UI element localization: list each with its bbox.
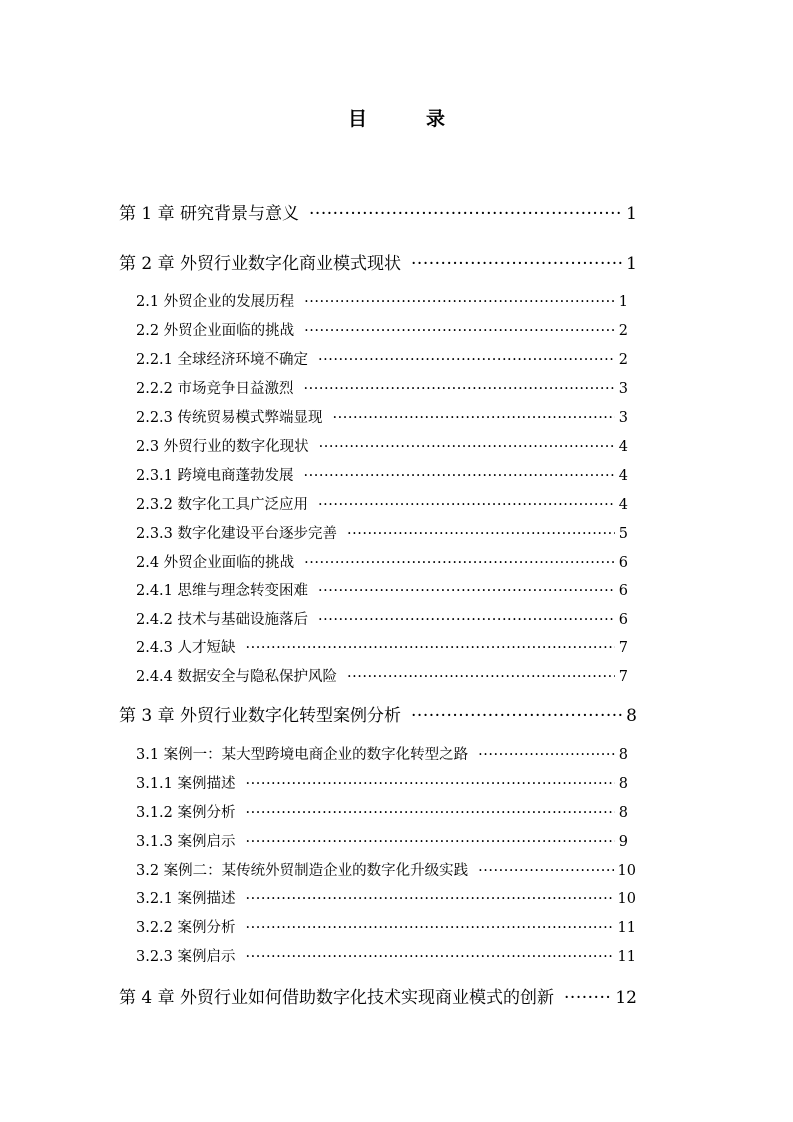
toc-entry-page: 11 [617, 949, 636, 965]
toc-entry-page: 4 [618, 468, 628, 484]
toc-entry-page: 3 [618, 381, 628, 397]
dot-leader [246, 949, 614, 965]
dot-leader [246, 920, 614, 936]
toc-entry-page: 3 [618, 410, 628, 426]
toc-entry-3-1-1[interactable] [136, 772, 628, 793]
toc-entry-label: 2.4 外贸企业面临的挑战 [136, 555, 295, 571]
toc-entry-3-2-3[interactable] [136, 945, 636, 966]
toc-entry-page: 8 [618, 776, 628, 792]
toc-entry-chapter-3[interactable] [119, 701, 637, 726]
toc-entry-label: 2.4.2 技术与基础设施落后 [136, 612, 309, 628]
dot-leader [564, 988, 611, 1008]
toc-entry-3-1-3[interactable] [136, 830, 628, 851]
dot-leader [246, 834, 615, 850]
toc-entry-page: 6 [618, 555, 628, 571]
dot-leader [478, 863, 613, 879]
dot-leader [246, 776, 615, 792]
toc-entry-2-3-2[interactable] [136, 493, 628, 514]
toc-entry-label: 2.2.2 市场竞争日益激烈 [136, 381, 294, 397]
toc-entry-2-3[interactable] [136, 435, 628, 456]
toc-entry-2-4-1[interactable] [136, 579, 628, 600]
toc-entry-page: 8 [618, 747, 628, 763]
toc-entry-label: 第 3 章 外贸行业数字化转型案例分析 [119, 706, 402, 726]
dot-leader [304, 468, 615, 484]
toc-entry-page: 7 [618, 669, 628, 685]
toc-entry-page: 11 [617, 920, 636, 936]
toc-entry-page: 6 [618, 612, 628, 628]
toc-entry-label: 3.1.1 案例描述 [136, 776, 236, 792]
toc-entry-2-2[interactable] [136, 319, 628, 340]
dot-leader [319, 439, 615, 455]
toc-entry-label: 第 4 章 外贸行业如何借助数字化技术实现商业模式的创新 [119, 988, 555, 1008]
toc-entry-2-2-3[interactable] [136, 406, 628, 427]
dot-leader [347, 526, 615, 542]
toc-entry-page: 1 [626, 204, 637, 224]
dot-leader [304, 381, 615, 397]
toc-title: 目 录 [347, 108, 465, 130]
toc-entry-2-2-1[interactable] [136, 348, 628, 369]
toc-entry-page: 10 [617, 891, 636, 907]
toc-entry-page: 10 [617, 863, 636, 879]
toc-entry-label: 3.1.2 案例分析 [136, 805, 236, 821]
toc-entry-chapter-1[interactable] [119, 199, 637, 224]
toc-entry-page: 4 [618, 497, 628, 513]
toc-entry-page: 2 [618, 352, 628, 368]
toc-entry-page: 2 [618, 323, 628, 339]
toc-entry-page: 12 [615, 988, 637, 1008]
toc-entry-chapter-2[interactable] [119, 249, 637, 274]
dot-leader [246, 891, 614, 907]
toc-entry-label: 2.3.2 数字化工具广泛应用 [136, 497, 309, 513]
dot-leader [304, 555, 615, 571]
dot-leader [318, 583, 615, 599]
dot-leader [347, 669, 615, 685]
toc-entry-page: 9 [618, 834, 628, 850]
dot-leader [411, 254, 622, 274]
toc-entry-2-1[interactable] [136, 290, 628, 311]
dot-leader [478, 747, 615, 763]
toc-entry-label: 2.3 外贸行业的数字化现状 [136, 439, 309, 455]
toc-entry-page: 6 [618, 583, 628, 599]
toc-entry-chapter-4[interactable] [119, 983, 637, 1008]
toc-entry-label: 2.2.1 全球经济环境不确定 [136, 352, 309, 368]
toc-entry-2-4-3[interactable] [136, 636, 628, 657]
toc-entry-label: 第 1 章 研究背景与意义 [119, 204, 300, 224]
toc-entry-3-2[interactable] [136, 859, 636, 880]
toc-entry-page: 5 [618, 526, 628, 542]
toc-entry-2-3-1[interactable] [136, 464, 628, 485]
toc-entry-label: 3.2.3 案例启示 [136, 949, 236, 965]
toc-entry-label: 2.4.1 思维与理念转变困难 [136, 583, 309, 599]
toc-entry-page: 7 [618, 640, 628, 656]
toc-entry-2-4-4[interactable] [136, 665, 628, 686]
toc-entry-3-2-1[interactable] [136, 887, 636, 908]
toc-entry-label: 3.1.3 案例启示 [136, 834, 236, 850]
dot-leader [318, 352, 615, 368]
toc-entry-page: 1 [618, 294, 628, 310]
toc-entry-label: 3.2.2 案例分析 [136, 920, 236, 936]
dot-leader [304, 323, 615, 339]
toc-entry-label: 3.1 案例一：某大型跨境电商企业的数字化转型之路 [136, 747, 469, 763]
toc-entry-2-2-2[interactable] [136, 377, 628, 398]
toc-entry-label: 2.1 外贸企业的发展历程 [136, 294, 295, 310]
toc-entry-label: 2.4.4 数据安全与隐私保护风险 [136, 669, 338, 685]
toc-entry-label: 2.3.3 数字化建设平台逐步完善 [136, 526, 338, 542]
toc-entry-label: 3.2 案例二：某传统外贸制造企业的数字化升级实践 [136, 863, 469, 879]
dot-leader [246, 640, 615, 656]
dot-leader [333, 410, 615, 426]
toc-entry-3-1[interactable] [136, 743, 628, 764]
toc-entry-page: 1 [626, 254, 637, 274]
toc-entry-label: 2.2.3 传统贸易模式弊端显现 [136, 410, 323, 426]
toc-entry-label: 2.4.3 人才短缺 [136, 640, 236, 656]
toc-entry-2-3-3[interactable] [136, 522, 628, 543]
dot-leader [246, 805, 615, 821]
toc-entry-page: 8 [618, 805, 628, 821]
toc-entry-page: 8 [626, 706, 637, 726]
toc-entry-label: 2.3.1 跨境电商蓬勃发展 [136, 468, 294, 484]
toc-entry-2-4-2[interactable] [136, 608, 628, 629]
toc-entry-label: 3.2.1 案例描述 [136, 891, 236, 907]
toc-entry-label: 第 2 章 外贸行业数字化商业模式现状 [119, 254, 402, 274]
toc-entry-label: 2.2 外贸企业面临的挑战 [136, 323, 295, 339]
dot-leader [318, 497, 615, 513]
toc-entry-3-1-2[interactable] [136, 801, 628, 822]
dot-leader [411, 706, 622, 726]
dot-leader [304, 294, 615, 310]
dot-leader [309, 204, 622, 224]
toc-entry-3-2-2[interactable] [136, 916, 636, 937]
toc-entry-2-4[interactable] [136, 551, 628, 572]
toc-entry-page: 4 [618, 439, 628, 455]
dot-leader [318, 612, 615, 628]
